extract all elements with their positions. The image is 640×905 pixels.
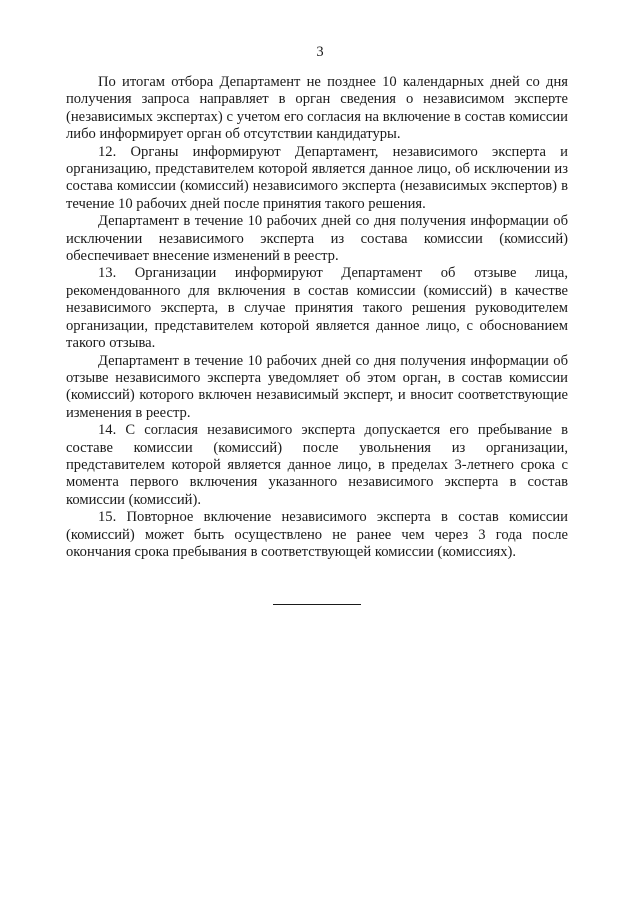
paragraph-item-14: 14. С согласия независимого эксперта допускается его пребывание в составе комиссии (комиссий) после увольнения из организации, представителем которой является данное лицо, в пределах 3-летнего срока с момента первого включения указанного независимого эксперта в состав комиссии (комиссий).	[66, 422, 568, 508]
paragraph-item-12: 12. Органы информируют Департамент, независимого эксперта и организацию, представителем которой является данное лицо, об исключении из состава комиссии (комиссий) независимого эксперта (независимых экспертов) в течение 10 рабочих дней после принятия такого решения.	[66, 143, 568, 212]
paragraph-item-13: 13. Организации информируют Департамент об отзыве лица, рекомендованного для включения в состав комиссии (комиссий) в качестве независимого эксперта, в случае принятия такого решения руководителем организации, представителем которой является данное лицо, с обоснованием такого отзыва.	[66, 265, 568, 352]
document-body	[66, 74, 568, 561]
page-number: 3	[316, 44, 324, 60]
end-divider-line	[273, 604, 361, 605]
paragraph-selection-results: По итогам отбора Департамент не позднее 10 календарных дней со дня получения запроса направляет в орган сведения о независимом эксперте (независимых экспертах) с учетом его согласия на включение в состав комиссии либо информирует орган об отсутствии кандидатуры.	[66, 74, 568, 143]
paragraph-registry-exclusion: Департамент в течение 10 рабочих дней со дня получения информации об исключении независимого эксперта из состава комиссии (комиссий) обеспечивает внесение изменений в реестр.	[66, 213, 568, 265]
paragraph-item-15: 15. Повторное включение независимого эксперта в состав комиссии (комиссий) может быть осуществлено не ранее чем через 3 года после окончания срока пребывания в соответствующей комиссии (комиссиях).	[66, 509, 568, 560]
paragraph-registry-withdrawal: Департамент в течение 10 рабочих дней со дня получения информации об отзыве независимого эксперта уведомляет об этом орган, в состав комиссии (комиссий) которого включен независимый эксперт, и вносит соответствующие изменения в реестр.	[66, 352, 568, 421]
